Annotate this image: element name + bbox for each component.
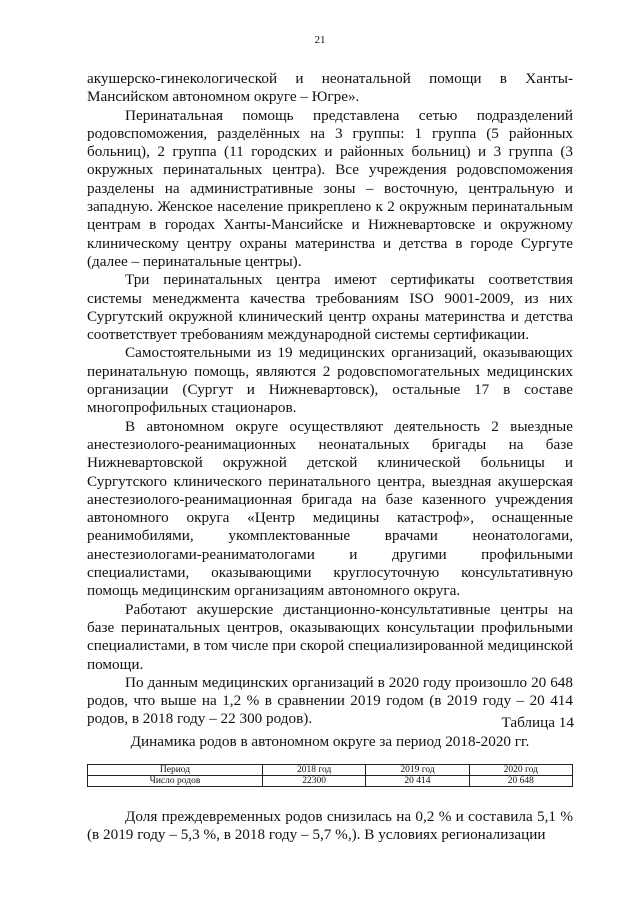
table-header-cell: 2019 год (366, 765, 469, 776)
table-header-cell: Период (88, 765, 263, 776)
table-cell: Число родов (88, 776, 263, 787)
paragraph-brigades: В автономном округе осуществляют деятельность 2 выездные анестезиолого-реанимационных неонатальных бригады на базе Нижневартовской окружной детской клинической больницы и Сургутского клинического перинатального центра, выездная акушерская анестезиолого-реанимационная бригада на базе казенного учреждения автономного округа «Центр медицины катастроф», оснащенные реанимобилями, укомплектованные врачами неонатологами, анестезиологами-реаниматологами и другими профильными специалистами, оказывающими круглосуточную консультативную помощь медицинским организациям автономного округа. (87, 417, 573, 600)
bottom-text (87, 808, 573, 845)
table-title: Динамика родов в автономном округе за период 2018-2020 гг. (130, 733, 530, 750)
table-cell: 22300 (263, 776, 366, 787)
paragraph-preterm-births: Доля преждевременных родов снизилась на 0,2 % и составила 5,1 % (в 2019 году – 5,3 %, в 2018 году – 5,7 %,). В условиях регионализации (87, 808, 573, 844)
table-header-cell: 2020 год (469, 765, 572, 776)
paragraph-continuation: акушерско-гинекологической и неонатальной помощи в Ханты-Мансийском автономном округе – Югре». (87, 70, 573, 106)
births-table (87, 764, 573, 787)
paragraph-births-2020: По данным медицинских организаций в 2020 году произошло 20 648 родов, что выше на 1,2 % в сравнении 2019 годом (в 2019 году – 20 414 родов, в 2018 году – 22 300 родов). (87, 673, 573, 728)
body-text (87, 70, 573, 729)
table-row (88, 776, 573, 787)
table-cell: 20 414 (366, 776, 469, 787)
paragraph-organizations: Самостоятельными из 19 медицинских организаций, оказывающих перинатальную помощь, являются 2 родовспомогательных медицинских организации (Сургут и Нижневартовск), остальные 17 в составе многопрофильных стационаров. (87, 344, 573, 417)
paragraph-perinatal-care: Перинатальная помощь представлена сетью подразделений родовспоможения, разделённых на 3 группы: 1 группа (5 районных больниц), 2 группа (11 городских и районных больниц) и 3 группа (3 окружных перинатальных центра). Все учреждения родовспоможения разделены на административные зоны – восточную, центральную и западную. Женское население прикреплено к 2 окружным перинатальным центрам в городах Ханты-Мансийске и Нижневартовске и окружному клиническому центру охраны материнства и детства в городе Сургуте (далее – перинатальные центры). (87, 106, 573, 270)
table-caption-number: Таблица 14 (501, 714, 574, 731)
table-header-row (88, 765, 573, 776)
table-header-cell: 2018 год (263, 765, 366, 776)
page-number: 21 (314, 34, 326, 46)
paragraph-consult-centers: Работают акушерские дистанционно-консультативные центры на базе перинатальных центров, оказывающих консультации профильными специалистами, в том числе при скорой специализированной медицинской помощи. (87, 600, 573, 673)
table-cell: 20 648 (469, 776, 572, 787)
paragraph-certificates: Три перинатальных центра имеют сертификаты соответствия системы менеджмента качества требованиям ISO 9001-2009, из них Сургутский окружной клинический центр охраны материнства и детства соответствует требованиям международной системы сертификации. (87, 271, 573, 344)
